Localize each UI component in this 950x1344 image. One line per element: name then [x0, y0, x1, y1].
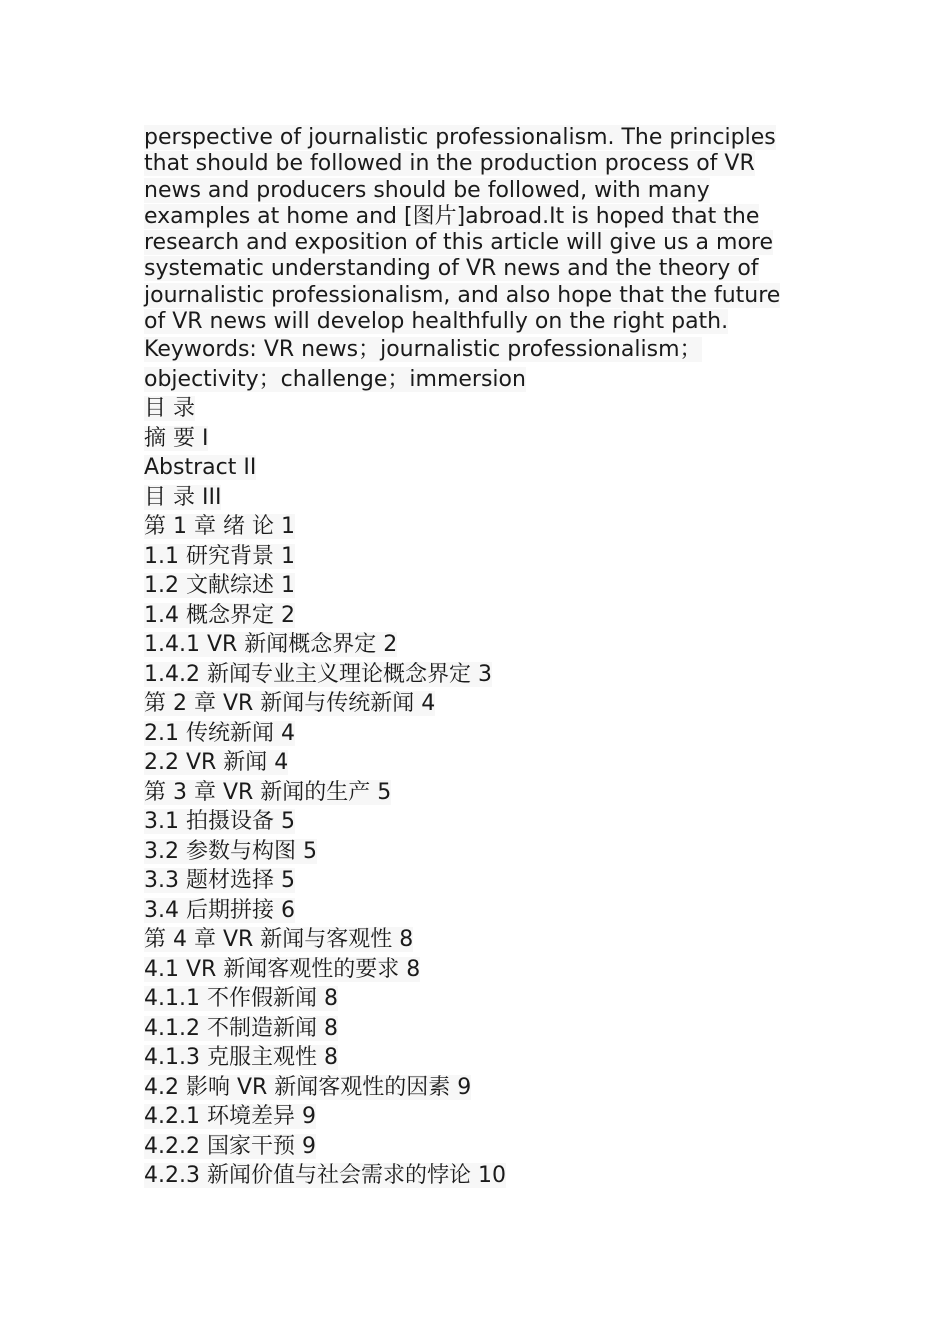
toc-item-text: 第 3 章 VR 新闻的生产 5 — [144, 779, 392, 805]
toc-item-text: 4.2.3 新闻价值与社会需求的悖论 10 — [144, 1163, 506, 1189]
toc-item-text: 4.2 影响 VR 新闻客观性的因素 9 — [144, 1074, 472, 1100]
toc-item-text: 3.4 后期拼接 6 — [144, 897, 295, 923]
toc-item[interactable] — [144, 866, 804, 896]
toc-item[interactable] — [144, 925, 804, 955]
toc-item[interactable] — [144, 689, 804, 719]
toc-list — [144, 424, 804, 1191]
toc-item[interactable] — [144, 630, 804, 660]
toc-item[interactable] — [144, 1161, 804, 1191]
toc-item[interactable] — [144, 601, 804, 631]
toc-item-text: 2.1 传统新闻 4 — [144, 720, 295, 746]
toc-item[interactable] — [144, 719, 804, 749]
toc-item-text: 4.1.2 不制造新闻 8 — [144, 1015, 338, 1041]
toc-item-text: 2.2 VR 新闻 4 — [144, 750, 289, 776]
toc-item[interactable] — [144, 807, 804, 837]
abstract-line: research and exposition of this article will give us a more — [144, 230, 773, 256]
abstract-line: systematic understanding of VR news and the theory of — [144, 256, 759, 282]
toc-item[interactable] — [144, 1132, 804, 1162]
toc-item[interactable] — [144, 837, 804, 867]
toc-item[interactable] — [144, 483, 804, 513]
toc-item-text: 3.3 题材选择 5 — [144, 868, 295, 894]
toc-item[interactable] — [144, 424, 804, 454]
toc-item[interactable] — [144, 1014, 804, 1044]
abstract-line: examples at home and [图片]abroad.It is hoped that the — [144, 203, 760, 229]
abstract-paragraph — [144, 125, 804, 335]
toc-item[interactable] — [144, 1102, 804, 1132]
toc-item-text: 4.2.1 环境差异 9 — [144, 1104, 316, 1130]
toc-item-text: 4.1.1 不作假新闻 8 — [144, 986, 338, 1012]
toc-item-text: 1.1 研究背景 1 — [144, 543, 295, 569]
abstract-line: that should be followed in the production process of VR — [144, 151, 755, 177]
keywords — [144, 335, 804, 394]
table-of-contents — [144, 394, 804, 1191]
keywords-line: objectivity；challenge；immersion — [144, 366, 526, 392]
toc-item-text: Abstract II — [144, 455, 257, 481]
abstract-line: news and producers should be followed, with many — [144, 177, 710, 203]
toc-item-text: 第 2 章 VR 新闻与传统新闻 4 — [144, 691, 436, 717]
toc-item-text: 4.1.3 克服主观性 8 — [144, 1045, 338, 1071]
toc-item[interactable] — [144, 896, 804, 926]
toc-item-text: 3.2 参数与构图 5 — [144, 838, 317, 864]
toc-item-text: 摘 要 I — [144, 425, 209, 451]
toc-item[interactable] — [144, 453, 804, 483]
toc-item[interactable] — [144, 955, 804, 985]
abstract-line: perspective of journalistic professionalism. The principles — [144, 125, 776, 150]
toc-item-text: 4.2.2 国家干预 9 — [144, 1133, 316, 1159]
toc-item[interactable] — [144, 512, 804, 542]
abstract-line: of VR news will develop healthfully on the right path. — [144, 309, 729, 335]
toc-heading-text: 目 录 — [144, 396, 195, 422]
toc-item-text: 1.4.2 新闻专业主义理论概念界定 3 — [144, 661, 492, 687]
toc-item-text: 第 4 章 VR 新闻与客观性 8 — [144, 927, 414, 953]
abstract-line: journalistic professionalism, and also hope that the future — [144, 282, 781, 308]
toc-item-text: 第 1 章 绪 论 1 — [144, 514, 295, 540]
toc-item-text: 4.1 VR 新闻客观性的要求 8 — [144, 956, 421, 982]
toc-item-text: 1.4 概念界定 2 — [144, 602, 295, 628]
toc-item[interactable] — [144, 748, 804, 778]
toc-item[interactable] — [144, 984, 804, 1014]
toc-item-text: 1.4.1 VR 新闻概念界定 2 — [144, 632, 398, 658]
toc-item[interactable] — [144, 1043, 804, 1073]
keywords-line: Keywords: VR news；journalistic professionalism； — [144, 337, 702, 363]
toc-item[interactable] — [144, 542, 804, 572]
document-page — [144, 125, 804, 1191]
toc-item[interactable] — [144, 1073, 804, 1103]
toc-item-text: 目 录 III — [144, 484, 222, 510]
toc-item-text: 3.1 拍摄设备 5 — [144, 809, 295, 835]
toc-item[interactable] — [144, 571, 804, 601]
toc-heading — [144, 394, 804, 424]
toc-item[interactable] — [144, 778, 804, 808]
toc-item-text: 1.2 文献综述 1 — [144, 573, 295, 599]
toc-item[interactable] — [144, 660, 804, 690]
